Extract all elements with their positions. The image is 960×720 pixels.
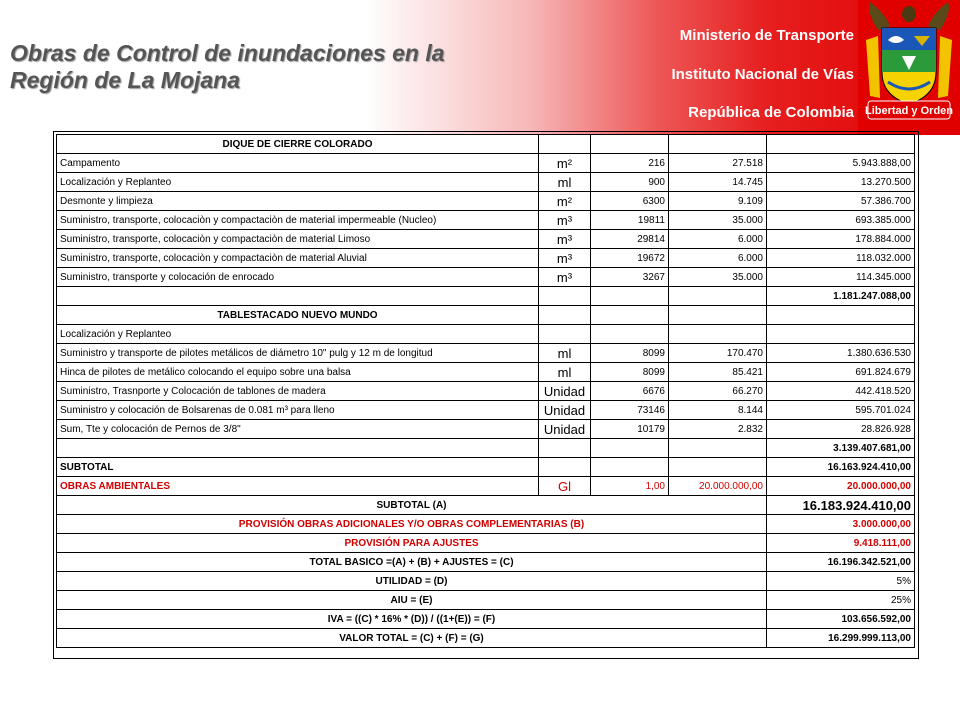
- total-cell: 28.826.928: [767, 420, 915, 439]
- summary-value-cell: 9.418.111,00: [767, 534, 915, 553]
- summary-row: [57, 629, 915, 648]
- item-description-cell: [57, 287, 539, 306]
- table-row: [57, 287, 915, 306]
- budget-table: [56, 134, 915, 648]
- table-row: [57, 458, 915, 477]
- unit-price-cell: 9.109: [669, 192, 767, 211]
- unit-price-cell: [669, 439, 767, 458]
- table-row: [57, 173, 915, 192]
- unit-price-cell: 14.745: [669, 173, 767, 192]
- unit-cell: [539, 306, 591, 325]
- unit-cell: Unidad: [539, 420, 591, 439]
- table-row: [57, 230, 915, 249]
- table-row: [57, 154, 915, 173]
- unit-price-cell: 170.470: [669, 344, 767, 363]
- unit-cell: [539, 458, 591, 477]
- unit-price-cell: 35.000: [669, 268, 767, 287]
- summary-label-cell: UTILIDAD = (D): [57, 572, 767, 591]
- unit-price-cell: 66.270: [669, 382, 767, 401]
- total-cell: 691.824.679: [767, 363, 915, 382]
- total-cell: [767, 135, 915, 154]
- total-cell: 16.163.924.410,00: [767, 458, 915, 477]
- total-cell: 118.032.000: [767, 249, 915, 268]
- item-description-cell: TABLESTACADO NUEVO MUNDO: [57, 306, 539, 325]
- table-row: [57, 135, 915, 154]
- item-description-cell: DIQUE DE CIERRE COLORADO: [57, 135, 539, 154]
- table-row: [57, 420, 915, 439]
- unit-cell: m³: [539, 268, 591, 287]
- quantity-cell: 3267: [591, 268, 669, 287]
- republic-label: República de Colombia: [688, 104, 854, 121]
- item-description-cell: Localización y Replanteo: [57, 173, 539, 192]
- table-row: [57, 211, 915, 230]
- summary-value-cell: 3.000.000,00: [767, 515, 915, 534]
- item-description-cell: Hinca de pilotes de metálico colocando el equipo sobre una balsa: [57, 363, 539, 382]
- summary-label-cell: SUBTOTAL (A): [57, 496, 767, 515]
- title-line-1: Obras de Control de inundaciones en la: [10, 40, 445, 66]
- summary-label-cell: IVA = ((C) * 16% * (D)) / ((1+(E)) = (F): [57, 610, 767, 629]
- quantity-cell: [591, 439, 669, 458]
- unit-price-cell: 6.000: [669, 249, 767, 268]
- summary-row: [57, 591, 915, 610]
- total-cell: [767, 306, 915, 325]
- unit-price-cell: [669, 325, 767, 344]
- item-description-cell: Suministro, transporte, colocaciòn y compactaciòn de material Limoso: [57, 230, 539, 249]
- unit-cell: [539, 287, 591, 306]
- summary-label-cell: PROVISIÓN OBRAS ADICIONALES Y/O OBRAS COMPLEMENTARIAS (B): [57, 515, 767, 534]
- table-row: [57, 401, 915, 420]
- total-cell: [767, 325, 915, 344]
- quantity-cell: [591, 287, 669, 306]
- summary-row: [57, 610, 915, 629]
- summary-row: [57, 496, 915, 515]
- table-row: [57, 344, 915, 363]
- total-cell: 3.139.407.681,00: [767, 439, 915, 458]
- quantity-cell: 216: [591, 154, 669, 173]
- unit-price-cell: 2.832: [669, 420, 767, 439]
- unit-cell: m³: [539, 249, 591, 268]
- quantity-cell: 19672: [591, 249, 669, 268]
- unit-price-cell: 8.144: [669, 401, 767, 420]
- budget-table-body: [57, 135, 915, 648]
- quantity-cell: [591, 306, 669, 325]
- total-cell: 1.181.247.088,00: [767, 287, 915, 306]
- table-row: [57, 306, 915, 325]
- total-cell: 693.385.000: [767, 211, 915, 230]
- summary-label-cell: AIU = (E): [57, 591, 767, 610]
- title-line-2: Región de La Mojana: [10, 67, 241, 93]
- unit-cell: ml: [539, 363, 591, 382]
- item-description-cell: Localización y Replanteo: [57, 325, 539, 344]
- table-row: [57, 192, 915, 211]
- unit-price-cell: 27.518: [669, 154, 767, 173]
- unit-cell: Gl: [539, 477, 591, 496]
- item-description-cell: SUBTOTAL: [57, 458, 539, 477]
- table-row: [57, 249, 915, 268]
- summary-label-cell: TOTAL BASICO =(A) + (B) + AJUSTES = (C): [57, 553, 767, 572]
- summary-value-cell: 16.299.999.113,00: [767, 629, 915, 648]
- unit-price-cell: 6.000: [669, 230, 767, 249]
- unit-cell: [539, 325, 591, 344]
- table-row: [57, 268, 915, 287]
- total-cell: 13.270.500: [767, 173, 915, 192]
- summary-row: [57, 572, 915, 591]
- table-row: [57, 477, 915, 496]
- summary-value-cell: 16.183.924.410,00: [767, 496, 915, 515]
- unit-cell: m³: [539, 211, 591, 230]
- unit-price-cell: [669, 458, 767, 477]
- table-row: [57, 439, 915, 458]
- quantity-cell: 8099: [591, 363, 669, 382]
- quantity-cell: 8099: [591, 344, 669, 363]
- summary-row: [57, 534, 915, 553]
- unit-price-cell: [669, 135, 767, 154]
- unit-price-cell: [669, 306, 767, 325]
- total-cell: 57.386.700: [767, 192, 915, 211]
- unit-cell: m²: [539, 192, 591, 211]
- unit-cell: ml: [539, 173, 591, 192]
- summary-value-cell: 103.656.592,00: [767, 610, 915, 629]
- summary-row: [57, 553, 915, 572]
- slide-title: [10, 40, 530, 94]
- summary-row: [57, 515, 915, 534]
- quantity-cell: [591, 325, 669, 344]
- colombia-coat-of-arms-icon: [858, 0, 960, 135]
- total-cell: 1.380.636.530: [767, 344, 915, 363]
- unit-price-cell: 20.000.000,00: [669, 477, 767, 496]
- unit-cell: Unidad: [539, 401, 591, 420]
- summary-value-cell: 5%: [767, 572, 915, 591]
- unit-price-cell: [669, 287, 767, 306]
- unit-cell: m²: [539, 154, 591, 173]
- quantity-cell: [591, 135, 669, 154]
- quantity-cell: 6300: [591, 192, 669, 211]
- total-cell: 595.701.024: [767, 401, 915, 420]
- summary-value-cell: 16.196.342.521,00: [767, 553, 915, 572]
- item-description-cell: [57, 439, 539, 458]
- unit-price-cell: 85.421: [669, 363, 767, 382]
- unit-cell: [539, 439, 591, 458]
- total-cell: 442.418.520: [767, 382, 915, 401]
- institute-label: Instituto Nacional de Vías: [671, 66, 854, 83]
- total-cell: 5.943.888,00: [767, 154, 915, 173]
- item-description-cell: Suministro, transporte, colocaciòn y compactaciòn de material Aluvial: [57, 249, 539, 268]
- slide-header: [0, 0, 960, 135]
- ministry-label: Ministerio de Transporte: [679, 27, 854, 44]
- quantity-cell: 10179: [591, 420, 669, 439]
- quantity-cell: 29814: [591, 230, 669, 249]
- unit-price-cell: 35.000: [669, 211, 767, 230]
- table-row: [57, 382, 915, 401]
- item-description-cell: Suministro y colocación de Bolsarenas de 0.081 m³ para lleno: [57, 401, 539, 420]
- item-description-cell: Campamento: [57, 154, 539, 173]
- crest-motto: Libertad y Orden: [864, 105, 954, 117]
- item-description-cell: Suministro, transporte y colocación de enrocado: [57, 268, 539, 287]
- summary-value-cell: 25%: [767, 591, 915, 610]
- total-cell: 20.000.000,00: [767, 477, 915, 496]
- quantity-cell: 73146: [591, 401, 669, 420]
- item-description-cell: Sum, Tte y colocación de Pernos de 3/8": [57, 420, 539, 439]
- unit-cell: Unidad: [539, 382, 591, 401]
- item-description-cell: Desmonte y limpieza: [57, 192, 539, 211]
- unit-cell: m³: [539, 230, 591, 249]
- quantity-cell: 1,00: [591, 477, 669, 496]
- item-description-cell: OBRAS AMBIENTALES: [57, 477, 539, 496]
- table-row: [57, 325, 915, 344]
- total-cell: 178.884.000: [767, 230, 915, 249]
- table-row: [57, 363, 915, 382]
- summary-label-cell: VALOR TOTAL = (C) + (F) = (G): [57, 629, 767, 648]
- item-description-cell: Suministro, transporte, colocaciòn y compactaciòn de material impermeable (Nucleo): [57, 211, 539, 230]
- total-cell: 114.345.000: [767, 268, 915, 287]
- unit-cell: [539, 135, 591, 154]
- item-description-cell: Suministro y transporte de pilotes metálicos de diámetro 10" pulg y 12 m de longitud: [57, 344, 539, 363]
- quantity-cell: [591, 458, 669, 477]
- quantity-cell: 6676: [591, 382, 669, 401]
- unit-cell: ml: [539, 344, 591, 363]
- summary-label-cell: PROVISIÓN PARA AJUSTES: [57, 534, 767, 553]
- quantity-cell: 19811: [591, 211, 669, 230]
- quantity-cell: 900: [591, 173, 669, 192]
- item-description-cell: Suministro, Trasnporte y Colocación de tablones de madera: [57, 382, 539, 401]
